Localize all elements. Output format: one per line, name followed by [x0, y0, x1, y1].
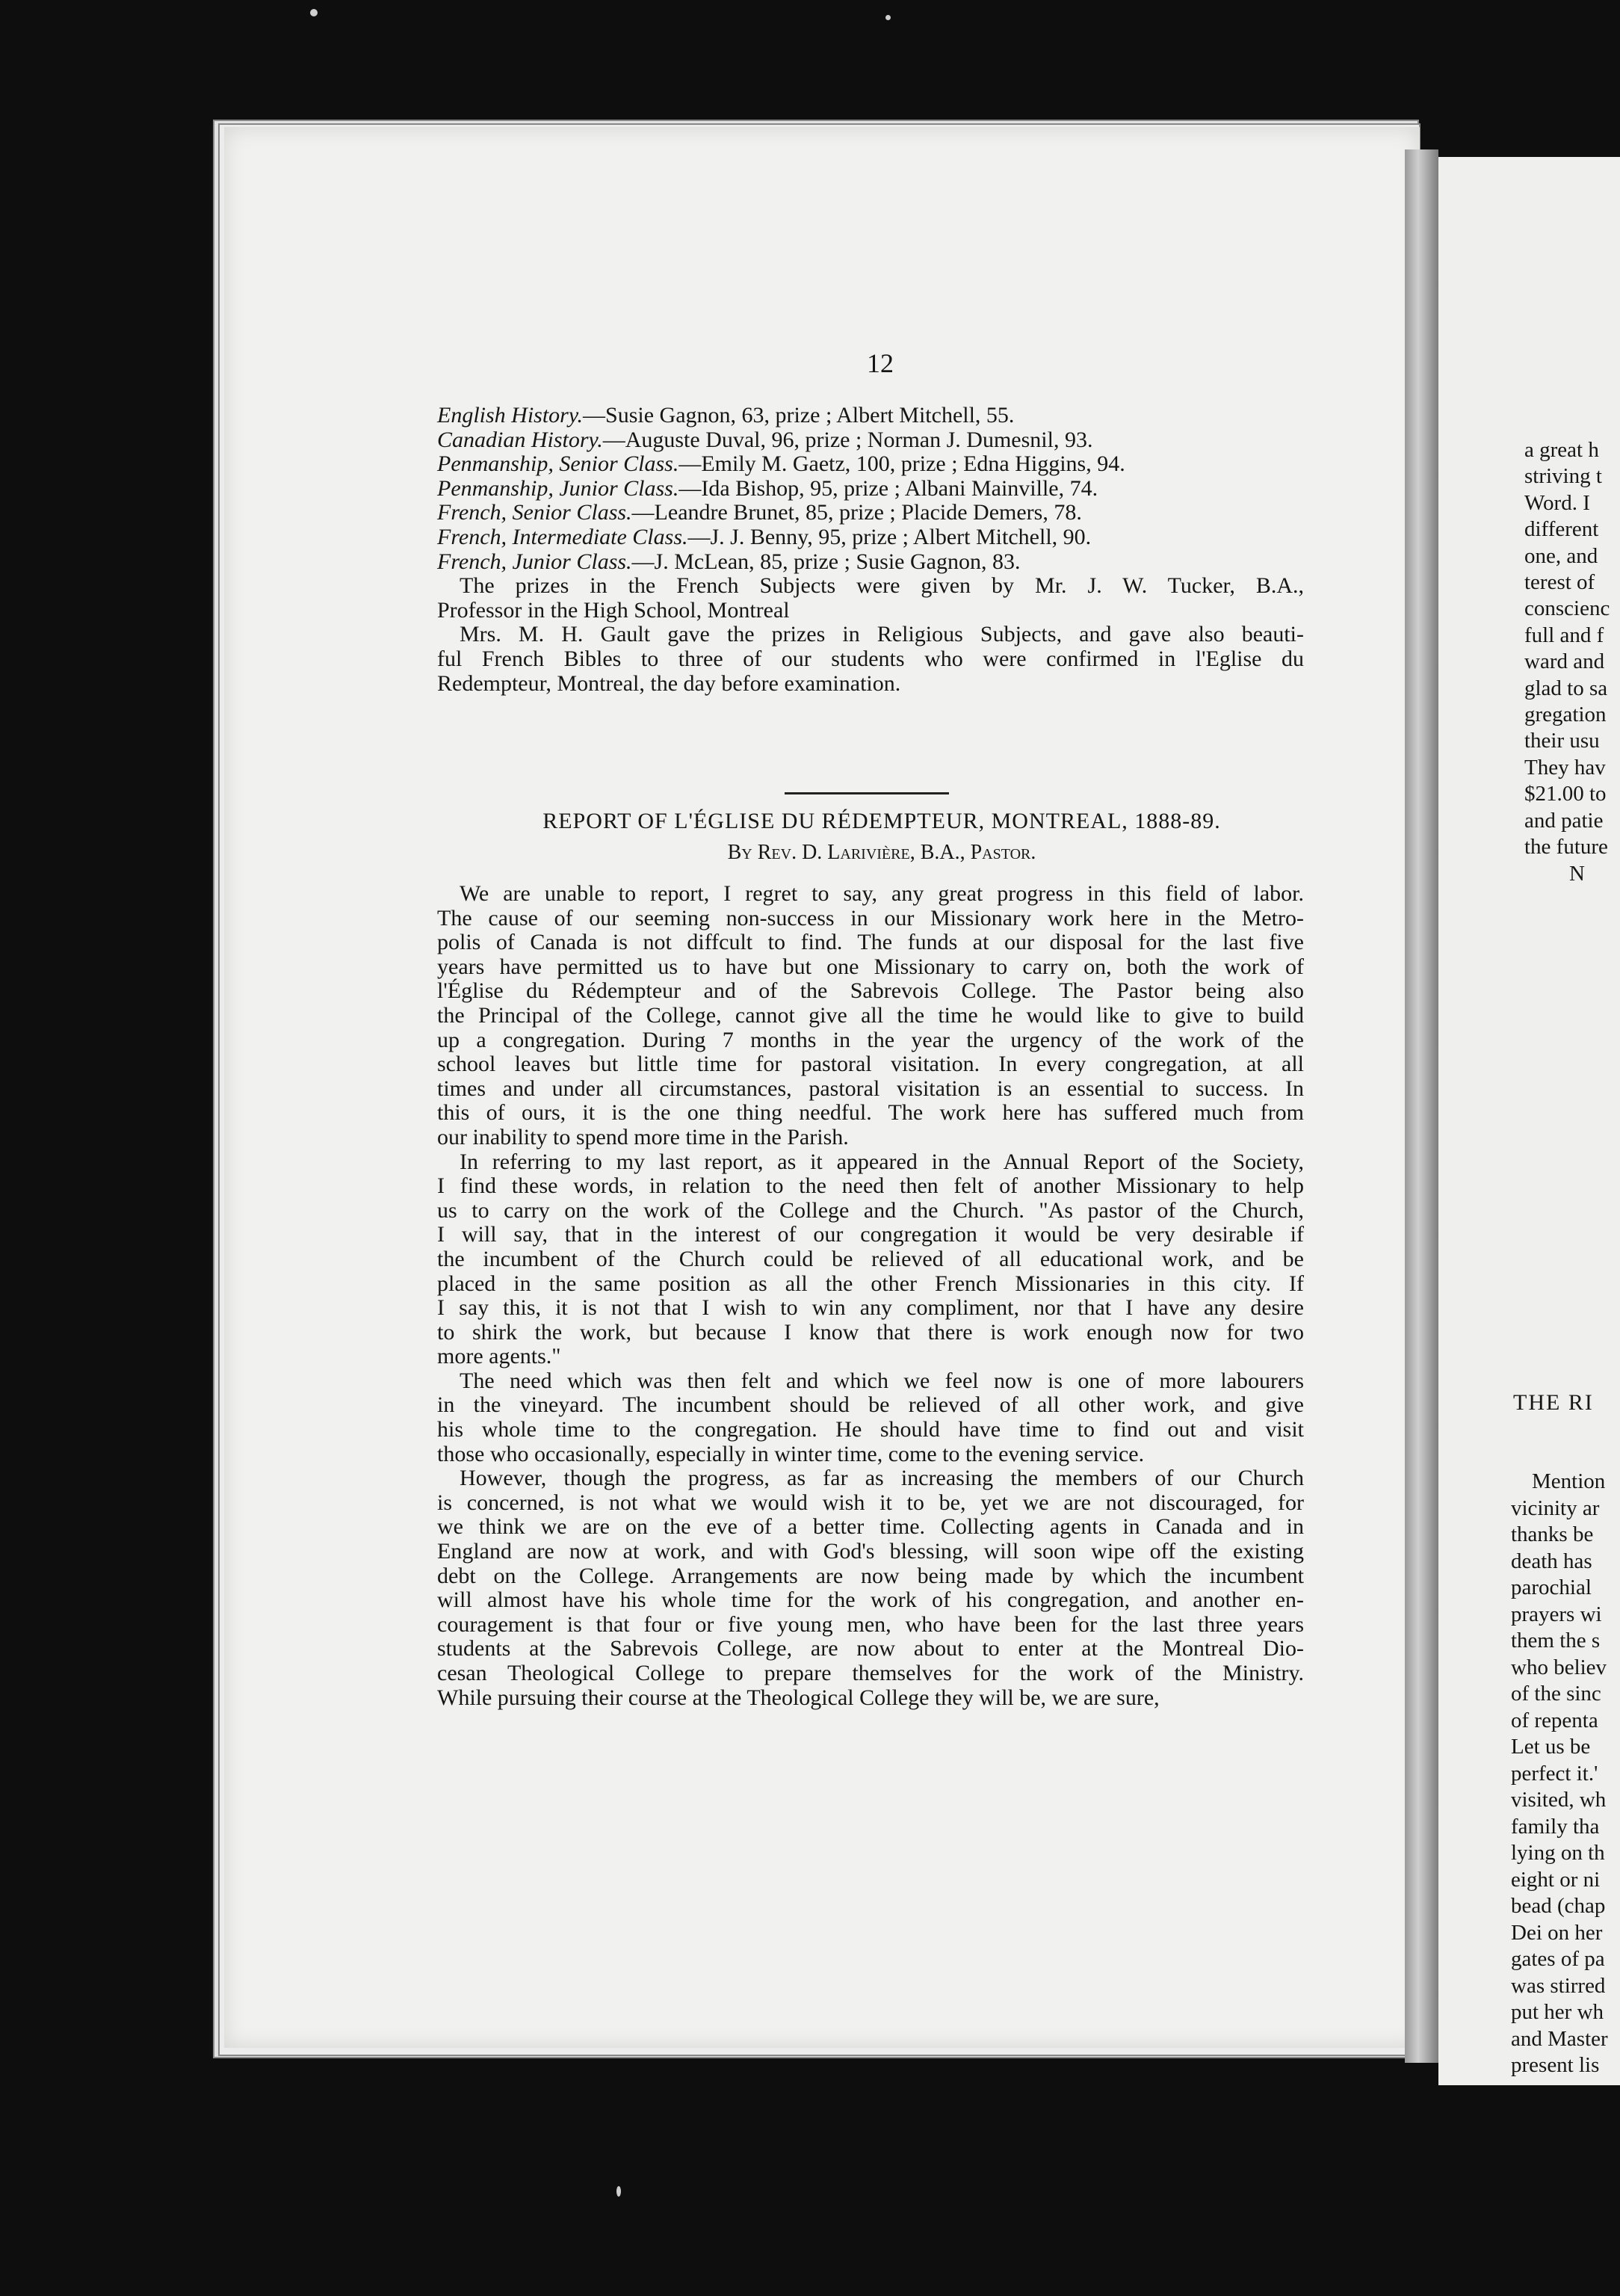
text-line: England are now at work, and with God's blessing, will soon wipe off the existing [437, 1539, 1304, 1564]
prize-results: —J. McLean, 85, prize ; Susie Gagnon, 83. [631, 549, 1021, 574]
prizes-paragraph [437, 574, 1304, 623]
prize-entry [437, 501, 1304, 525]
text-line: this of ours, it is the one thing needful. The work here has suffered much from [437, 1100, 1304, 1126]
gault-paragraph [437, 623, 1304, 696]
prize-entry [437, 428, 1304, 453]
right-page-line: one, and [1524, 543, 1598, 568]
prize-entry [437, 477, 1304, 502]
prize-subject: French, Junior Class. [437, 549, 632, 574]
prize-entry [437, 404, 1304, 428]
right-page-line: present lis [1511, 2053, 1600, 2077]
right-page-line: them the s [1511, 1629, 1601, 1652]
dust-speck [616, 2186, 621, 2197]
text-line: us to carry on the work of the College and the Church. "As pastor of the Church, [437, 1197, 1304, 1223]
text-line: cesan Theological College to prepare themselves for the work of the Ministry. [437, 1661, 1304, 1685]
page-number: 12 [867, 348, 894, 378]
text-line: placed in the same position as all the other French Missionaries in this city. If [437, 1271, 1304, 1296]
text-line: in the vineyard. The incumbent should be relieved of all other work, and give [437, 1392, 1304, 1418]
right-page-line: death has [1511, 1549, 1592, 1573]
right-page-line: and patie [1524, 808, 1604, 833]
text-line: is concerned, is not what we would wish it to be, yet we are not discouraged, for [437, 1490, 1304, 1515]
text-line: will almost have his whole time for the work of his congregation, and another en- [437, 1587, 1304, 1613]
report-title: REPORT OF L'ÉGLISE DU RÉDEMPTEUR, MONTREAL, 1888-89. [542, 809, 1221, 833]
prize-results: —J. J. Benny, 95, prize ; Albert Mitchell, 90. [687, 524, 1092, 549]
prize-subject: Canadian History. [437, 427, 603, 452]
text-line: ful French Bibles to three of our students who were confirmed in l'Eglise du [437, 646, 1304, 671]
text-line: times and under all circumstances, pastoral visitation is an essential to success. In [437, 1076, 1304, 1101]
right-page-line: gregation [1524, 703, 1607, 727]
report-paragraph [437, 1369, 1304, 1466]
right-page-line: glad to sa [1524, 676, 1608, 700]
text-line: While pursuing their course at the Theological College they will be, we are sure, [437, 1685, 1160, 1710]
right-page-line: $21.00 to [1524, 782, 1607, 806]
right-page-heading: THE RI [1513, 1390, 1594, 1415]
prize-results: —Emily M. Gaetz, 100, prize ; Edna Higgins, 94. [678, 451, 1125, 477]
right-page-line: of repenta [1511, 1708, 1598, 1732]
right-page-line: was stirred [1511, 1973, 1606, 1998]
text-line: debt on the College. Arrangements are now being made by which the incumbent [437, 1563, 1304, 1588]
text-line: school leaves but little time for pastoral visitation. In every congregation, at all [437, 1052, 1304, 1077]
report-body [437, 882, 1304, 1710]
right-page-line: terest of [1524, 570, 1595, 595]
text-line: those who occasionally, especially in winter time, come to the evening service. [437, 1441, 1145, 1466]
report-paragraph [437, 1466, 1304, 1710]
right-page-line: perfect it.' [1511, 1761, 1598, 1786]
right-page-line: family tha [1511, 1814, 1600, 1839]
right-page-line: who believ [1511, 1655, 1607, 1679]
book-gutter [1405, 149, 1438, 2063]
dust-speck [310, 9, 318, 16]
right-page-line: ward and [1524, 649, 1605, 674]
text-line: students at the Sabrevois College, are now about to enter at the Montreal Dio- [437, 1636, 1304, 1661]
right-page-line: different [1524, 517, 1599, 542]
text-line: years have permitted us to have but one Missionary to carry on, both the work of [437, 954, 1304, 979]
text-line: The need which was then felt and which we feel now is one of more labourers [460, 1368, 1304, 1393]
right-page-line: and Master [1511, 2026, 1608, 2051]
prize-subject: Penmanship, Senior Class. [437, 451, 679, 477]
report-paragraph [437, 1150, 1304, 1369]
text-line: more agents." [437, 1344, 561, 1369]
text-line: Mrs. M. H. Gault gave the prizes in Religious Subjects, and gave also beauti- [460, 622, 1304, 647]
text-line: I say this, it is not that I wish to win any compliment, nor that I have any desire [437, 1295, 1304, 1321]
right-page-line: bead (chap [1511, 1894, 1606, 1918]
right-page-line: eight or ni [1511, 1867, 1601, 1892]
text-line: Professor in the High School, Montreal [437, 597, 790, 623]
right-page-line: Mention [1532, 1469, 1606, 1493]
prize-subject: Penmanship, Junior Class. [437, 475, 679, 501]
text-line: l'Église du Rédempteur and of the Sabrevois College. The Pastor being also [437, 978, 1304, 1004]
prize-list [437, 404, 1304, 574]
text-line: up a congregation. During 7 months in the year the urgency of the work of the [437, 1027, 1304, 1052]
text-line: Redempteur, Montreal, the day before examination. [437, 670, 901, 696]
text-line: to shirk the work, but because I know that there is work enough now for two [437, 1319, 1304, 1345]
text-line: However, though the progress, as far as increasing the members of our Church [460, 1466, 1304, 1491]
text-line: We are unable to report, I regret to say, any great progress in this field of labor. [460, 881, 1304, 906]
right-page-line: Dei on her [1511, 1920, 1603, 1945]
prize-results: —Leandre Brunet, 85, prize ; Placide Demers, 78. [631, 500, 1082, 525]
prize-section [437, 404, 1304, 696]
text-line: The prizes in the French Subjects were given by Mr. J. W. Tucker, B.A., [460, 573, 1304, 599]
text-line: our inability to spend more time in the Parish. [437, 1124, 849, 1149]
text-line: we think we are on the eve of a better time. Collecting agents in Canada and in [437, 1514, 1304, 1540]
dust-speck [885, 15, 891, 20]
prize-results: —Susie Gagnon, 63, prize ; Albert Mitchell, 55. [583, 403, 1015, 428]
right-page-line: conscienc [1524, 596, 1610, 621]
text-line: The cause of our seeming non-success in our Missionary work here in the Metro- [437, 905, 1304, 931]
text-line: polis of Canada is not diffcult to find. The funds at our disposal for the last five [437, 930, 1304, 955]
prize-subject: French, Senior Class. [437, 500, 632, 525]
section-divider [785, 792, 949, 794]
right-page-line: a great h [1524, 438, 1599, 462]
right-page-line: Let us be [1511, 1735, 1591, 1759]
prize-entry [437, 452, 1304, 477]
right-page-line: prayers wi [1511, 1602, 1602, 1626]
right-page-line: parochial [1511, 1576, 1592, 1599]
right-page-line: gates of pa [1511, 1947, 1605, 1971]
report-byline: By Rev. D. Larivière, B.A., Pastor. [727, 841, 1036, 864]
right-page-line: visited, wh [1511, 1788, 1607, 1812]
prize-subject: English History. [437, 403, 584, 428]
right-page-line: the future [1524, 835, 1608, 860]
right-page-text-bottom [1511, 1469, 1608, 2079]
prize-results: —Ida Bishop, 95, prize ; Albani Mainville, 74. [678, 475, 1098, 501]
right-page-line: their usu [1524, 729, 1600, 753]
text-line: couragement is that four or five young men, who have been for the last three years [437, 1611, 1304, 1637]
text-line: the Principal of the College, cannot give all the time he would like to give to build [437, 1002, 1304, 1028]
right-page-line: thanks be [1511, 1522, 1594, 1546]
right-page-line: N [1569, 861, 1585, 886]
right-page-text-top [1524, 437, 1610, 887]
right-page-line: striving t [1524, 464, 1602, 489]
prize-entry [437, 525, 1304, 550]
right-page-line: Word. I [1524, 490, 1590, 515]
right-page-line: vicinity ar [1511, 1496, 1600, 1520]
text-line: the incumbent of the Church could be relieved of all educational work, and be [437, 1246, 1304, 1271]
text-line: In referring to my last report, as it appeared in the Annual Report of the Society, [460, 1149, 1304, 1174]
text-line: his whole time to the congregation. He should have time to find out and visit [437, 1417, 1304, 1442]
right-page-line: put her wh [1511, 2000, 1604, 2024]
right-page-line: They hav [1524, 755, 1606, 780]
prize-results: —Auguste Duval, 96, prize ; Norman J. Dumesnil, 93. [602, 427, 1093, 452]
right-page-line: of the sinc [1511, 1682, 1601, 1706]
text-line: I find these words, in relation to the need then felt of another Missionary to help [437, 1173, 1304, 1199]
prize-entry [437, 550, 1304, 575]
report-paragraph [437, 882, 1304, 1150]
right-page-line: lying on th [1511, 1841, 1605, 1865]
text-line: I will say, that in the interest of our congregation it would be very desirable if [437, 1222, 1304, 1247]
right-page-line: full and f [1524, 623, 1604, 647]
prize-subject: French, Intermediate Class. [437, 524, 688, 549]
